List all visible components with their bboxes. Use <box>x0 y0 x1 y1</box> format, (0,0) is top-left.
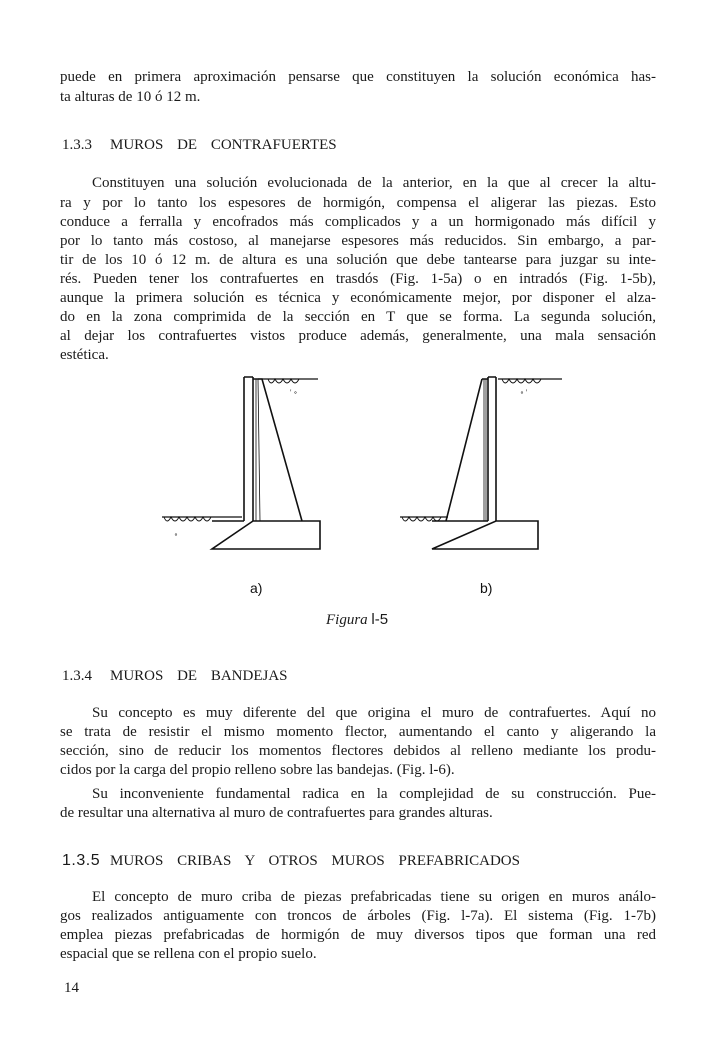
paragraph-line: emplea piezas prefabricadas de hormigón de muy diversos tipos que forman una red <box>60 927 656 943</box>
paragraph-line: de resultar una alternativa al muro de contrafuertes para grandes alturas. <box>60 805 493 821</box>
diagram-b-counterfort-frontside <box>400 377 562 549</box>
counterfort-b <box>446 379 488 521</box>
caption-number: l-5 <box>371 611 389 628</box>
intro-line-2: ta alturas de 10 ó 12 m. <box>60 89 201 105</box>
label-b: b) <box>480 580 493 596</box>
paragraph-line: Su inconveniente fundamental radica en la complejidad de su construcción. Pue- <box>92 786 656 802</box>
paragraph-line: aunque la primera solución es técnica y económicamente mejor, por disponer el alza- <box>60 290 656 306</box>
section-number: 1.3.5 <box>62 852 101 869</box>
figure-caption <box>326 611 388 629</box>
footing-b <box>432 521 538 549</box>
svg-text:∘: ∘ <box>174 530 178 539</box>
paragraph-line: espacial que se rellena con el propio suelo. <box>60 946 317 962</box>
paragraph-line: se trata de resistir el mismo momento flector, aumentando el canto y aligerando la <box>60 724 656 740</box>
paragraph-line: gos realizados antiguamente con troncos de árboles (Fig. l-7a). El sistema (Fig. 1-7b) <box>60 908 656 924</box>
svg-text:∘ ': ∘ ' <box>520 388 528 397</box>
section-number: 1.3.3 <box>62 137 92 153</box>
paragraph-line: El concepto de muro criba de piezas prefabricadas tiene su origen en muros análo- <box>92 889 656 905</box>
paragraph-line: estética. <box>60 347 109 363</box>
paragraph-line: sección, sino de reducir los momentos flectores debidos al relleno mediante los produ- <box>60 743 656 759</box>
paragraph-line: cidos por la carga del propio relleno sobre las bandejas. (Fig. l-6). <box>60 762 455 778</box>
label-a: a) <box>250 580 263 596</box>
section-heading-1-3-4 <box>62 668 288 685</box>
paragraph-line: por lo tanto más costoso, al manejarse espesores más reducidos. Sin embargo, a par- <box>60 233 656 249</box>
paragraph-line: Constituyen una solución evolucionada de la anterior, en la que al crecer la altu- <box>92 175 656 191</box>
caption-word: Figura <box>326 612 368 628</box>
paragraph-line: ra y por lo tanto los espesores de hormigón, compensa el aligerar las piezas. Esto <box>60 195 656 211</box>
section-title: MUROS DE CONTRAFUERTES <box>110 137 337 153</box>
paragraph-line: conduce a ferralla y encofrados más complicados y a un hormigonado más difícil y <box>60 214 656 230</box>
wall-stem-a <box>244 377 253 521</box>
intro-line-1: puede en primera aproximación pensarse que constituyen la solución económica has- <box>60 69 656 85</box>
section-heading-1-3-5 <box>62 852 520 870</box>
diagram-a-counterfort-backside <box>162 377 320 549</box>
figure-retaining-walls <box>150 365 570 605</box>
section-number: 1.3.4 <box>62 668 92 684</box>
paragraph-line: al dejar los contrafuertes vistos produce además, generalmente, una mala sensación <box>60 328 656 344</box>
footing-a <box>212 521 320 549</box>
page-number: 14 <box>64 980 79 996</box>
section-title: MUROS CRIBAS Y OTROS MUROS PREFABRICADOS <box>110 853 520 869</box>
section-title: MUROS DE BANDEJAS <box>110 668 288 684</box>
wall-stem-b <box>488 377 496 521</box>
paragraph-line: tir de los 10 ó 12 m. de altura es una solución que debe tantearse para juzgar su inte- <box>60 252 656 268</box>
svg-text:' ∘: ' ∘ <box>290 388 298 397</box>
paragraph-line: Su concepto es muy diferente del que origina el muro de contrafuertes. Aquí no <box>92 705 656 721</box>
paragraph-line: do en la zona comprimida de la sección en T que se forma. La segunda solución, <box>60 309 656 325</box>
section-heading-1-3-3 <box>62 137 337 154</box>
counterfort-a <box>253 379 302 521</box>
paragraph-line: rés. Pueden tener los contrafuertes en trasdós (Fig. 1-5a) o en intradós (Fig. 1-5b), <box>60 271 656 287</box>
